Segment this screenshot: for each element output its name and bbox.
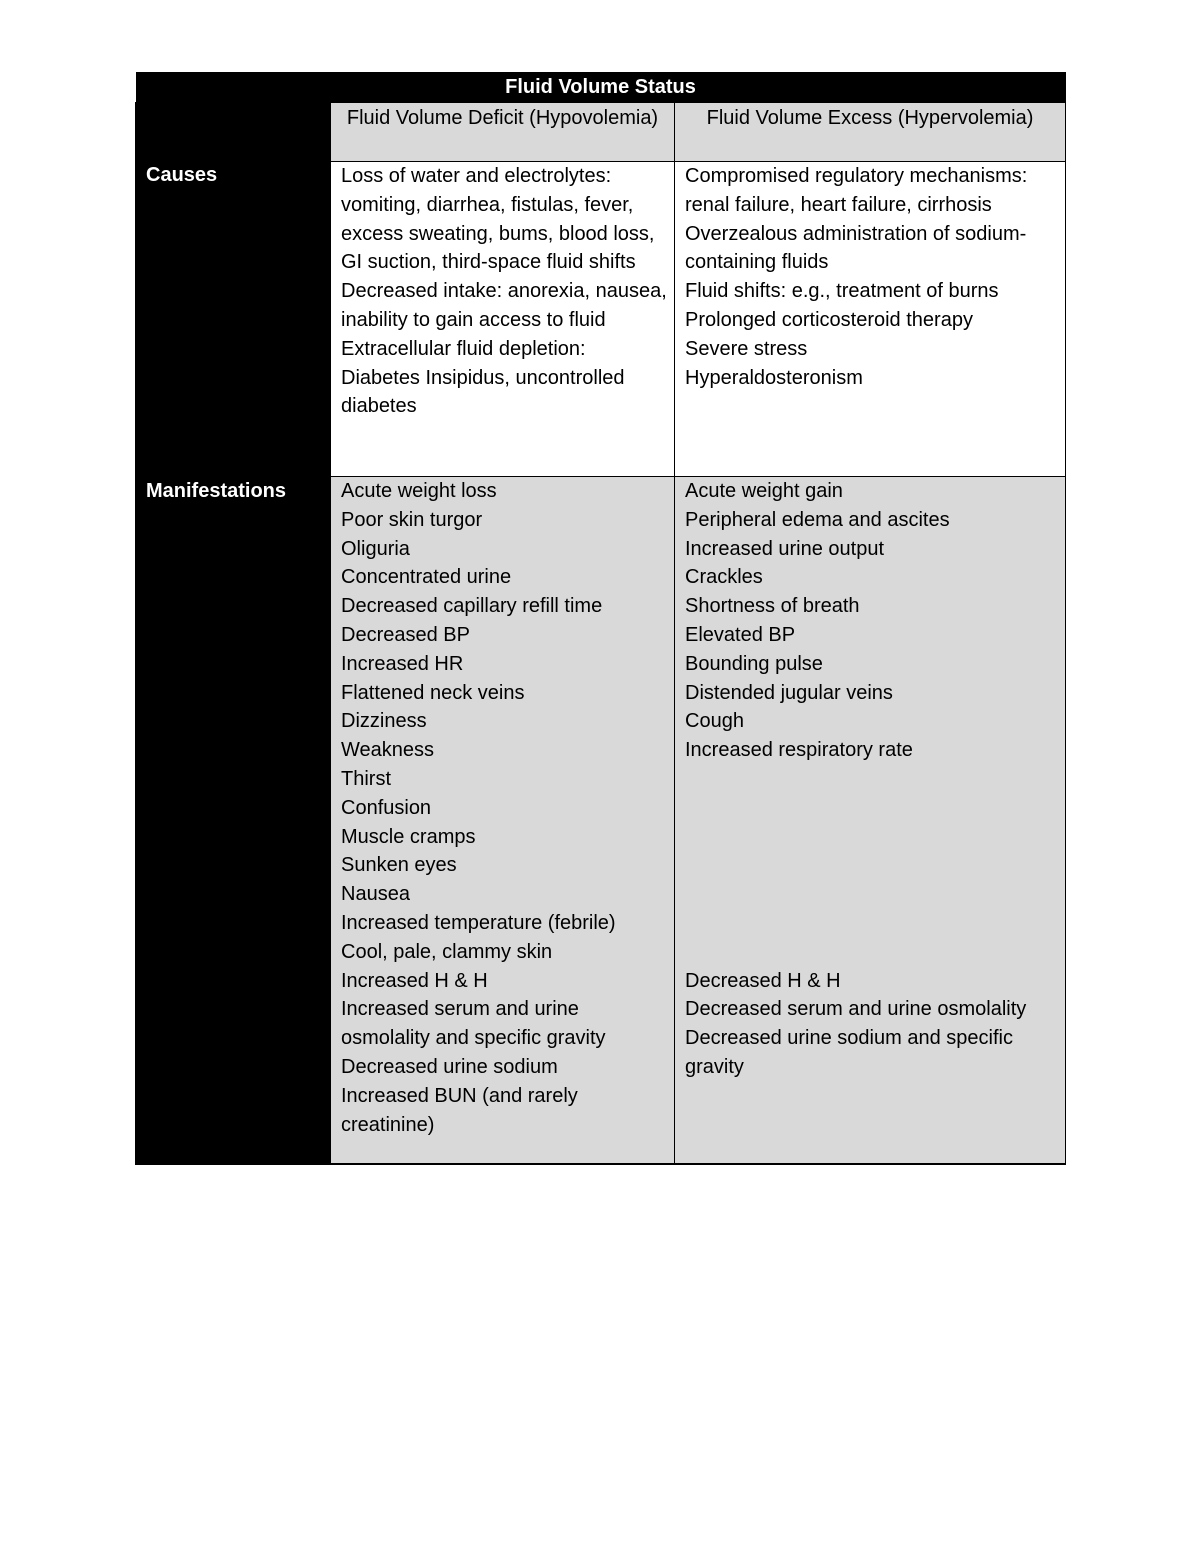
manifestation-excess-item: Elevated BP bbox=[685, 623, 796, 646]
manifestation-deficit-item: Increased temperature (febrile) bbox=[341, 911, 616, 934]
manifestation-excess-item: Crackles bbox=[685, 566, 763, 589]
manifestations-deficit-cell bbox=[331, 477, 675, 1165]
blank-line bbox=[685, 909, 1060, 938]
manifestation-deficit-item: Increased BUN (and rarely creatinine) bbox=[341, 1084, 578, 1136]
blank-line bbox=[685, 794, 1060, 823]
manifestation-excess-item: Distended jugular veins bbox=[685, 681, 893, 704]
manifestation-excess-item: Peripheral edema and ascites bbox=[685, 508, 950, 531]
manifestation-excess-item: Bounding pulse bbox=[685, 652, 823, 675]
manifestation-excess-item: Decreased H & H bbox=[685, 969, 841, 992]
manifestation-excess-item: Decreased urine sodium and specific gravity bbox=[685, 1027, 1013, 1078]
manifestation-excess-item: Shortness of breath bbox=[685, 595, 860, 618]
manifestation-excess-item: Decreased serum and urine osmolality bbox=[685, 998, 1027, 1021]
manifestation-excess-item: Increased respiratory rate bbox=[685, 739, 913, 762]
causes-excess-item: Fluid shifts: e.g., treatment of burns bbox=[685, 280, 999, 303]
manifestation-deficit-item: Muscle cramps bbox=[341, 825, 476, 848]
manifestation-excess-item: Cough bbox=[685, 710, 744, 733]
manifestation-deficit-item: Weakness bbox=[341, 739, 435, 762]
manifestation-deficit-item: Sunken eyes bbox=[341, 854, 457, 877]
manifestation-deficit-item: Increased H & H bbox=[341, 969, 488, 992]
causes-excess-item: Prolonged corticosteroid therapy bbox=[685, 308, 973, 331]
manifestation-deficit-item: Decreased capillary refill time bbox=[341, 595, 603, 618]
manifestation-deficit-item: Confusion bbox=[341, 796, 432, 819]
blank-line bbox=[685, 765, 1060, 794]
manifestation-deficit-item: Acute weight loss bbox=[341, 480, 497, 502]
manifestations-row-label: Manifestations bbox=[146, 479, 287, 502]
manifestation-deficit-item: Decreased BP bbox=[341, 623, 470, 646]
manifestation-deficit-item: Nausea bbox=[341, 883, 410, 906]
fluid-volume-status-table bbox=[135, 72, 1066, 1165]
causes-deficit-item: Decreased intake: anorexia, nausea, inability to gain access to fluid bbox=[341, 280, 667, 331]
blank-line bbox=[685, 880, 1060, 909]
blank-line bbox=[685, 851, 1060, 880]
manifestation-deficit-item: Thirst bbox=[341, 767, 391, 790]
manifestation-deficit-item: Concentrated urine bbox=[341, 566, 512, 589]
excess-column-header: Fluid Volume Excess (Hypervolemia) bbox=[675, 103, 1066, 162]
deficit-column-header: Fluid Volume Deficit (Hypovolemia) bbox=[331, 103, 675, 162]
causes-row-label: Causes bbox=[146, 164, 218, 186]
manifestations-excess-cell bbox=[675, 477, 1066, 1165]
column-header-row bbox=[136, 103, 1066, 162]
row-labels-column bbox=[136, 103, 331, 1165]
manifestation-deficit-item: Cool, pale, clammy skin bbox=[341, 940, 553, 963]
causes-excess-item: Hyperaldosteronism bbox=[685, 366, 863, 389]
causes-excess-cell bbox=[675, 162, 1066, 477]
manifestation-deficit-item: Oliguria bbox=[341, 537, 410, 560]
causes-excess-item: Compromised regulatory mechanisms: renal failure, heart failure, cirrhosis bbox=[685, 165, 1028, 216]
title-row bbox=[136, 72, 1066, 103]
causes-deficit-item: Extracellular fluid depletion: Diabetes Insipidus, uncontrolled diabetes bbox=[341, 337, 625, 418]
manifestation-deficit-item: Increased HR bbox=[341, 652, 464, 675]
manifestation-deficit-item: Increased serum and urine osmolality and specific gravity bbox=[341, 998, 606, 1050]
blank-line bbox=[685, 823, 1060, 852]
manifestation-deficit-item: Poor skin turgor bbox=[341, 508, 483, 531]
manifestation-deficit-item: Decreased urine sodium bbox=[341, 1055, 558, 1078]
manifestation-deficit-item: Flattened neck veins bbox=[341, 681, 525, 704]
manifestation-deficit-item: Dizziness bbox=[341, 710, 427, 733]
causes-deficit-item: Loss of water and electrolytes: vomiting, diarrhea, fistulas, fever, excess sweating, bums, blood loss, GI suction, third-space fluid shifts bbox=[341, 165, 655, 274]
causes-excess-item: Severe stress bbox=[685, 337, 808, 360]
causes-excess-item: Overzealous administration of sodium-containing fluids bbox=[685, 222, 1027, 274]
table-title: Fluid Volume Status bbox=[136, 72, 1066, 103]
blank-line bbox=[685, 938, 1060, 967]
manifestation-excess-item: Increased urine output bbox=[685, 537, 885, 560]
manifestation-excess-item: Acute weight gain bbox=[685, 480, 843, 502]
causes-deficit-cell bbox=[331, 162, 675, 477]
